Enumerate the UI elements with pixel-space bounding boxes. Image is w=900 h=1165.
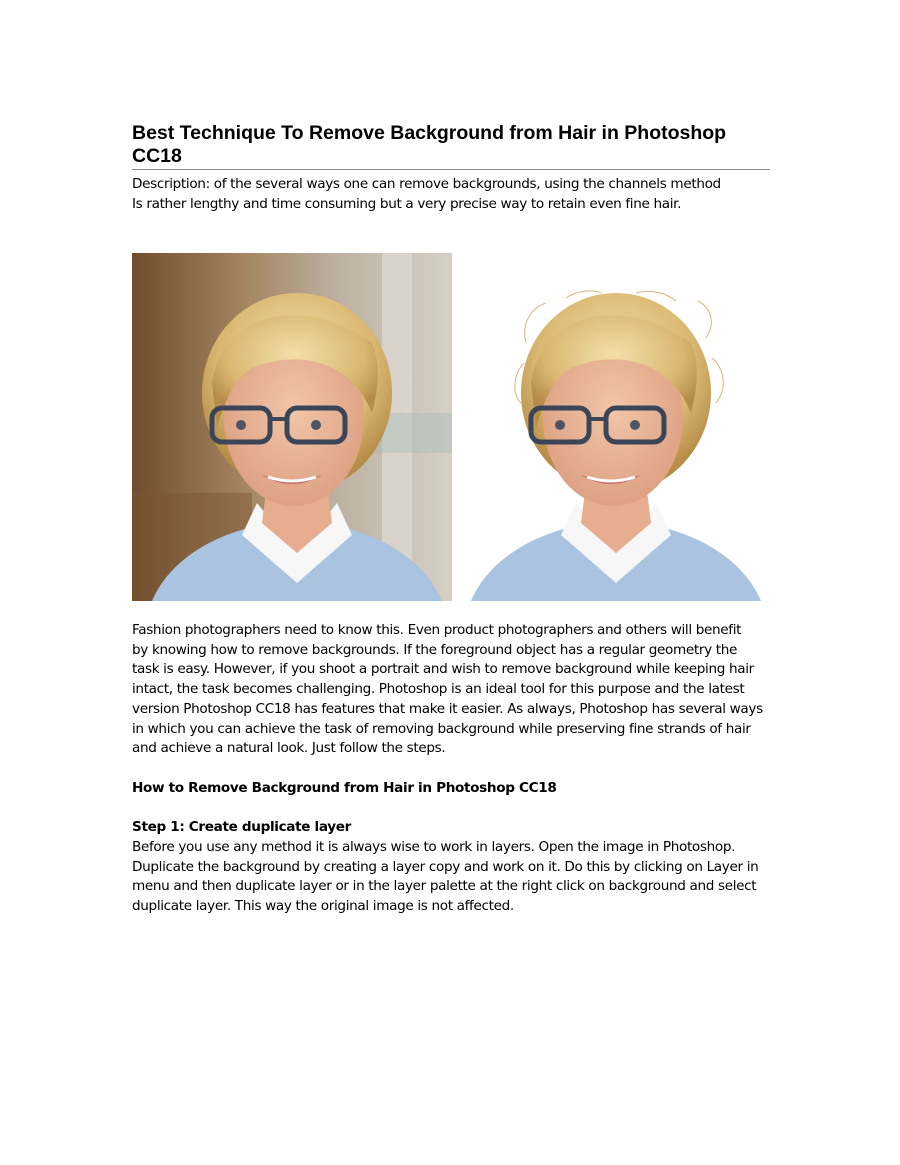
portrait-background-removed-image	[466, 253, 768, 601]
intro-line: by knowing how to remove backgrounds. If the foreground object has a regular geometry the	[132, 641, 738, 658]
portrait-cutout-illustration	[466, 253, 768, 601]
comparison-images	[132, 253, 768, 601]
article-title: Best Technique To Remove Background from Hair in Photoshop CC18	[132, 122, 727, 167]
intro-paragraph	[132, 621, 772, 759]
portrait-original-illustration	[132, 253, 452, 601]
description-line: Description: of the several ways one can remove backgrounds, using the channels method	[132, 176, 721, 192]
step-1-paragraph	[132, 838, 772, 917]
intro-line: version Photoshop CC18 has features that make it easier. As always, Photoshop has several ways	[132, 700, 763, 717]
step-1-line: Before you use any method it is always wise to work in layers. Open the image in Photoshop.	[132, 839, 736, 855]
intro-line: task is easy. However, if you shoot a portrait and wish to remove background while keeping hair	[132, 661, 754, 678]
step-1-heading: Step 1: Create duplicate layer	[132, 819, 351, 835]
step-1-line: Duplicate the background by creating a layer copy and work on it. Do this by clicking on Layer in	[132, 858, 759, 875]
howto-heading: How to Remove Background from Hair in Photoshop CC18	[132, 780, 557, 796]
article-description	[132, 175, 792, 214]
step-1-line: duplicate layer. This way the original image is not affected.	[132, 898, 514, 915]
intro-line: Fashion photographers need to know this. Even product photographers and others will benefit	[132, 622, 742, 638]
intro-line: and achieve a natural look. Just follow the steps.	[132, 740, 446, 757]
step-1-line: menu and then duplicate layer or in the layer palette at the right click on background and select	[132, 878, 757, 895]
intro-line: intact, the task becomes challenging. Photoshop is an ideal tool for this purpose and the latest	[132, 681, 745, 698]
portrait-original-image	[132, 253, 452, 601]
intro-line: in which you can achieve the task of removing background while preserving fine strands of hair	[132, 720, 751, 737]
title-divider	[132, 169, 770, 170]
description-line: Is rather lengthy and time consuming but a very precise way to retain even fine hair.	[132, 195, 682, 212]
